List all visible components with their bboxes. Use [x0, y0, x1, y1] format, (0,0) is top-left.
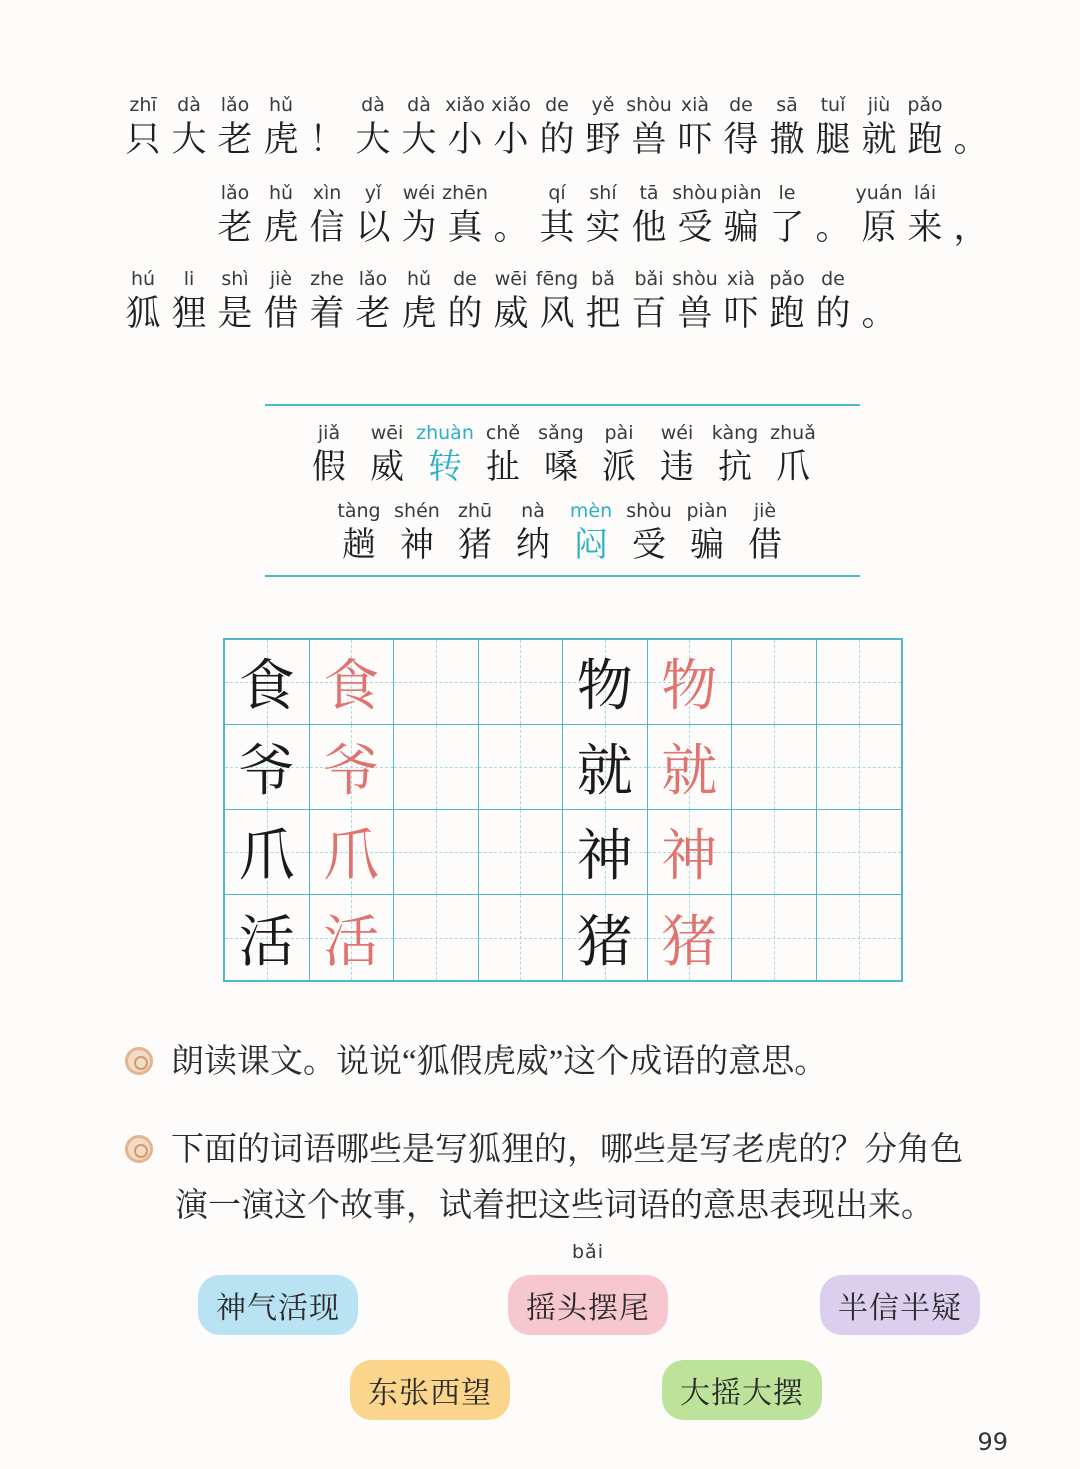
vocab-row-1 — [300, 420, 822, 488]
writing-grid — [223, 638, 903, 982]
vocab-pinyin: jiè — [753, 500, 777, 522]
hanzi: 吓 — [677, 120, 713, 160]
pinyin: shòu — [672, 268, 718, 290]
pinyin: pǎo — [907, 94, 943, 116]
pinyin: hú — [130, 268, 156, 290]
vocab-hanzi: 违 — [660, 447, 694, 487]
grid-cell-empty — [817, 895, 902, 980]
ruby-char — [350, 92, 396, 162]
vocab-pinyin: zhū — [457, 500, 493, 522]
hanzi: 得 — [723, 120, 759, 160]
hanzi: 狸 — [171, 294, 207, 334]
pinyin: li — [183, 268, 195, 290]
grid-cell-model-char — [563, 895, 648, 980]
hanzi: 老 — [217, 120, 253, 160]
word-bubble-text: 摇头摆尾 — [526, 1291, 650, 1326]
vocab-pinyin: tàng — [337, 500, 381, 522]
pinyin: qí — [548, 182, 566, 204]
grid-char: 猪 — [576, 909, 633, 975]
pinyin: bǎ — [591, 268, 615, 290]
ruby-char — [718, 266, 764, 336]
grid-char: 物 — [576, 654, 633, 719]
grid-char: 神 — [576, 824, 633, 889]
ruby-char — [902, 180, 948, 250]
pinyin: zhe — [310, 268, 344, 290]
vocab-pinyin: wēi — [370, 422, 404, 444]
pinyin: le — [778, 182, 796, 204]
grid-cell-empty — [732, 810, 817, 895]
vocab-char — [562, 498, 620, 566]
vocab-pinyin: mèn — [569, 500, 613, 522]
pinyin: xiǎo — [491, 94, 531, 116]
pinyin: wéi — [402, 182, 436, 204]
hanzi: 老 — [355, 294, 391, 334]
vocab-char — [648, 420, 706, 488]
ruby-char — [350, 180, 396, 250]
ruby-char — [764, 180, 810, 250]
ruby-char — [258, 180, 304, 250]
grid-cell-trace-char — [648, 810, 733, 895]
pinyin: bǎi — [634, 268, 664, 290]
word-bubble-text: 半信半疑 — [838, 1291, 962, 1326]
grid-char: 爷 — [323, 739, 380, 804]
vocab-char — [358, 420, 416, 488]
word-bubble-text: 神气活现 — [216, 1291, 340, 1326]
word-bubble — [508, 1241, 668, 1335]
word-bubble-pinyin: bǎi — [572, 1241, 604, 1263]
grid-cell-empty — [817, 810, 902, 895]
word-bubble — [662, 1360, 822, 1420]
vocab-char — [474, 420, 532, 488]
vocab-pinyin: wéi — [660, 422, 694, 444]
ruby-char — [902, 92, 948, 162]
exercise-1-text: 朗读课文。说说“狐假虎威”这个成语的意思。 — [171, 1044, 828, 1080]
hanzi: 跑 — [769, 294, 805, 334]
exercise-2-text-line-2: 演一演这个故事，试着把这些词语的意思表现出来。 — [175, 1188, 934, 1224]
vocab-box-top-rule — [265, 404, 860, 406]
hanzi: ， — [953, 208, 989, 248]
pinyin: xià — [726, 268, 756, 290]
hanzi: 着 — [309, 294, 345, 334]
vocab-hanzi: 转 — [428, 447, 462, 487]
pinyin: piàn — [720, 182, 762, 204]
vocab-pinyin: shén — [394, 500, 440, 522]
ruby-char — [442, 92, 488, 162]
vocab-char — [300, 420, 358, 488]
ruby-char — [764, 92, 810, 162]
pinyin: de — [821, 268, 845, 290]
exercise-2-text-line-1: 下面的词语哪些是写狐狸的，哪些是写老虎的？分角色 — [171, 1132, 963, 1168]
hanzi: 跑 — [907, 120, 943, 160]
ruby-char — [442, 180, 488, 250]
ruby-char — [166, 92, 212, 162]
ruby-char — [534, 266, 580, 336]
ruby-char — [626, 266, 672, 336]
pinyin: zhēn — [442, 182, 488, 204]
vocab-char — [416, 420, 474, 488]
grid-cell-trace-char — [648, 640, 733, 725]
pinyin: hǔ — [406, 268, 432, 290]
ruby-char — [672, 266, 718, 336]
vocab-pinyin: pài — [604, 422, 634, 444]
vocab-char — [678, 498, 736, 566]
hanzi: 百 — [631, 294, 667, 334]
hanzi: 就 — [861, 120, 897, 160]
vocab-hanzi: 威 — [370, 447, 404, 487]
pinyin: jiù — [867, 94, 891, 116]
hanzi: 是 — [217, 294, 253, 334]
vocab-char — [764, 420, 822, 488]
grid-cell-empty — [394, 640, 479, 725]
vocab-hanzi: 爪 — [776, 447, 810, 487]
vocab-char — [590, 420, 648, 488]
hanzi: 小 — [493, 120, 529, 160]
vocab-pinyin: zhuàn — [416, 422, 474, 444]
grid-char: 就 — [576, 739, 633, 804]
pinyin: sā — [776, 94, 798, 116]
word-bubble — [820, 1275, 980, 1335]
hanzi: 大 — [171, 120, 207, 160]
hanzi: 把 — [585, 294, 621, 334]
exercise-bullet-icon — [125, 1047, 153, 1075]
vocab-hanzi: 骗 — [690, 525, 724, 565]
grid-cell-trace-char — [310, 895, 395, 980]
vocab-hanzi: 猪 — [458, 525, 492, 565]
ruby-char — [120, 92, 166, 162]
ruby-char — [672, 180, 718, 250]
pinyin: lǎo — [220, 182, 250, 204]
vocab-box-bottom-rule — [265, 575, 860, 577]
ruby-char — [212, 180, 258, 250]
ruby-char — [580, 92, 626, 162]
ruby-char — [442, 266, 488, 336]
grid-cell-empty — [394, 810, 479, 895]
pinyin: lái — [913, 182, 937, 204]
ruby-char — [764, 266, 810, 336]
ruby-char — [626, 92, 672, 162]
hanzi: 大 — [401, 120, 437, 160]
ruby-char — [304, 92, 350, 162]
vocab-hanzi: 受 — [632, 525, 666, 565]
pinyin: fēng — [535, 268, 579, 290]
grid-char: 活 — [323, 909, 380, 975]
vocab-hanzi: 派 — [602, 447, 636, 487]
vocab-char — [504, 498, 562, 566]
hanzi: ！ — [309, 120, 345, 160]
ruby-char — [488, 180, 534, 250]
word-bubble — [198, 1275, 358, 1335]
vocab-char — [446, 498, 504, 566]
hanzi: 信 — [309, 208, 345, 248]
pinyin: zhī — [129, 94, 157, 116]
ruby-char — [856, 266, 902, 336]
grid-char: 爪 — [323, 824, 380, 889]
pinyin: dà — [361, 94, 385, 116]
pinyin: hǔ — [268, 182, 294, 204]
vocab-char — [388, 498, 446, 566]
ruby-char — [534, 92, 580, 162]
vocab-hanzi: 假 — [312, 447, 346, 487]
word-bubble-text: 东张西望 — [368, 1376, 492, 1411]
hanzi: 腿 — [815, 120, 851, 160]
grid-cell-model-char — [563, 725, 648, 810]
hanzi: 实 — [585, 208, 621, 248]
ruby-char — [304, 180, 350, 250]
story-line-1 — [120, 92, 994, 162]
grid-char: 就 — [661, 739, 718, 804]
page-number: 99 — [977, 1428, 1008, 1456]
grid-char: 神 — [661, 824, 718, 889]
ruby-char — [810, 180, 856, 250]
exercise-bullet-icon — [125, 1135, 153, 1163]
ruby-char — [350, 266, 396, 336]
story-line-2 — [212, 180, 994, 250]
word-bubble — [350, 1360, 510, 1420]
vocab-hanzi: 趟 — [342, 525, 376, 565]
grid-char: 爪 — [238, 824, 295, 889]
hanzi: 来 — [907, 208, 943, 248]
grid-cell-trace-char — [648, 895, 733, 980]
vocab-hanzi: 神 — [400, 525, 434, 565]
grid-cell-empty — [817, 725, 902, 810]
vocab-char — [620, 498, 678, 566]
ruby-char — [212, 92, 258, 162]
ruby-char — [396, 266, 442, 336]
hanzi: 。 — [493, 208, 529, 248]
grid-cell-empty — [732, 895, 817, 980]
grid-cell-empty — [732, 725, 817, 810]
ruby-char — [948, 92, 994, 162]
pinyin: de — [453, 268, 477, 290]
ruby-char — [672, 92, 718, 162]
hanzi: 为 — [401, 208, 437, 248]
pinyin: xìn — [312, 182, 342, 204]
pinyin: lǎo — [358, 268, 388, 290]
vocab-pinyin: shòu — [626, 500, 672, 522]
vocab-pinyin: jiǎ — [317, 422, 341, 444]
vocab-hanzi: 借 — [748, 525, 782, 565]
grid-char: 物 — [661, 654, 718, 719]
word-bubble-text: 大摇大摆 — [680, 1376, 804, 1411]
ruby-char — [718, 180, 764, 250]
story-line-3 — [120, 266, 902, 336]
ruby-char — [534, 180, 580, 250]
grid-char: 食 — [238, 654, 295, 719]
ruby-char — [856, 180, 902, 250]
grid-cell-model-char — [225, 640, 310, 725]
vocab-pinyin: kàng — [711, 422, 759, 444]
hanzi: 。 — [815, 208, 851, 248]
pinyin: shí — [589, 182, 617, 204]
ruby-char — [810, 266, 856, 336]
grid-char: 猪 — [661, 909, 718, 975]
ruby-char — [856, 92, 902, 162]
ruby-char — [488, 92, 534, 162]
vocab-char — [706, 420, 764, 488]
exercise-2 — [125, 1122, 1025, 1234]
grid-cell-empty — [479, 895, 564, 980]
vocab-hanzi: 闷 — [574, 525, 608, 565]
grid-cell-model-char — [225, 810, 310, 895]
hanzi: 狐 — [125, 294, 161, 334]
vocab-hanzi: 嗓 — [544, 447, 578, 487]
ruby-char — [396, 180, 442, 250]
pinyin: wēi — [494, 268, 528, 290]
pinyin: tā — [639, 182, 659, 204]
vocab-hanzi: 抗 — [718, 447, 752, 487]
ruby-char — [120, 266, 166, 336]
hanzi: 原 — [861, 208, 897, 248]
vocab-pinyin: piàn — [686, 500, 728, 522]
grid-cell-empty — [394, 895, 479, 980]
grid-char: 爷 — [238, 739, 295, 804]
hanzi: 其 — [539, 208, 575, 248]
pinyin: shòu — [626, 94, 672, 116]
grid-cell-empty — [479, 640, 564, 725]
vocab-pinyin: sǎng — [538, 422, 584, 444]
hanzi: 兽 — [677, 294, 713, 334]
hanzi: 老 — [217, 208, 253, 248]
hanzi: 虎 — [263, 208, 299, 248]
ruby-char — [580, 266, 626, 336]
hanzi: 虎 — [263, 120, 299, 160]
pinyin: xià — [680, 94, 710, 116]
vocab-hanzi: 扯 — [486, 447, 520, 487]
ruby-char — [258, 92, 304, 162]
ruby-char — [258, 266, 304, 336]
hanzi: 的 — [539, 120, 575, 160]
pinyin: yě — [591, 94, 615, 116]
pinyin: jiè — [269, 268, 293, 290]
hanzi: 大 — [355, 120, 391, 160]
hanzi: 小 — [447, 120, 483, 160]
vocab-pinyin: nà — [521, 500, 545, 522]
ruby-char — [580, 180, 626, 250]
grid-cell-trace-char — [310, 725, 395, 810]
vocab-pinyin: zhuǎ — [770, 422, 816, 444]
hanzi: 兽 — [631, 120, 667, 160]
vocab-hanzi: 纳 — [516, 525, 550, 565]
pinyin: dà — [177, 94, 201, 116]
grid-cell-model-char — [563, 810, 648, 895]
pinyin: de — [545, 94, 569, 116]
hanzi: 威 — [493, 294, 529, 334]
grid-cell-empty — [732, 640, 817, 725]
grid-char: 食 — [323, 654, 380, 719]
ruby-char — [488, 266, 534, 336]
vocab-char — [532, 420, 590, 488]
hanzi: 野 — [585, 120, 621, 160]
hanzi: 只 — [125, 120, 161, 160]
grid-cell-trace-char — [648, 725, 733, 810]
hanzi: 。 — [953, 120, 989, 160]
grid-cell-empty — [479, 725, 564, 810]
grid-cell-empty — [479, 810, 564, 895]
grid-cell-trace-char — [310, 810, 395, 895]
grid-cell-empty — [394, 725, 479, 810]
ruby-char — [396, 92, 442, 162]
hanzi: 。 — [861, 294, 897, 334]
grid-cell-model-char — [225, 895, 310, 980]
pinyin: de — [729, 94, 753, 116]
grid-cell-model-char — [563, 640, 648, 725]
hanzi: 撒 — [769, 120, 805, 160]
hanzi: 受 — [677, 208, 713, 248]
ruby-char — [304, 266, 350, 336]
ruby-char — [948, 180, 994, 250]
ruby-char — [212, 266, 258, 336]
grid-char: 活 — [238, 909, 295, 975]
hanzi: 的 — [447, 294, 483, 334]
pinyin: shòu — [672, 182, 718, 204]
pinyin: pǎo — [769, 268, 805, 290]
hanzi: 虎 — [401, 294, 437, 334]
ruby-char — [166, 266, 212, 336]
ruby-char — [626, 180, 672, 250]
hanzi: 以 — [355, 208, 391, 248]
hanzi: 风 — [539, 294, 575, 334]
exercise-1 — [125, 1034, 827, 1090]
grid-cell-model-char — [225, 725, 310, 810]
pinyin: xiǎo — [445, 94, 485, 116]
ruby-char — [810, 92, 856, 162]
hanzi: 了 — [769, 208, 805, 248]
hanzi: 骗 — [723, 208, 759, 248]
pinyin: shì — [221, 268, 249, 290]
vocab-char — [736, 498, 794, 566]
hanzi: 真 — [447, 208, 483, 248]
vocab-char — [330, 498, 388, 566]
hanzi: 吓 — [723, 294, 759, 334]
pinyin: dà — [407, 94, 431, 116]
pinyin: yǐ — [364, 182, 382, 204]
ruby-char — [718, 92, 764, 162]
grid-cell-empty — [817, 640, 902, 725]
hanzi: 借 — [263, 294, 299, 334]
vocab-pinyin: chě — [485, 422, 521, 444]
pinyin: tuǐ — [820, 94, 846, 116]
pinyin: lǎo — [220, 94, 250, 116]
vocab-row-2 — [330, 498, 794, 566]
pinyin: yuán — [855, 182, 903, 204]
hanzi: 他 — [631, 208, 667, 248]
hanzi: 的 — [815, 294, 851, 334]
pinyin: hǔ — [268, 94, 294, 116]
grid-cell-trace-char — [310, 640, 395, 725]
